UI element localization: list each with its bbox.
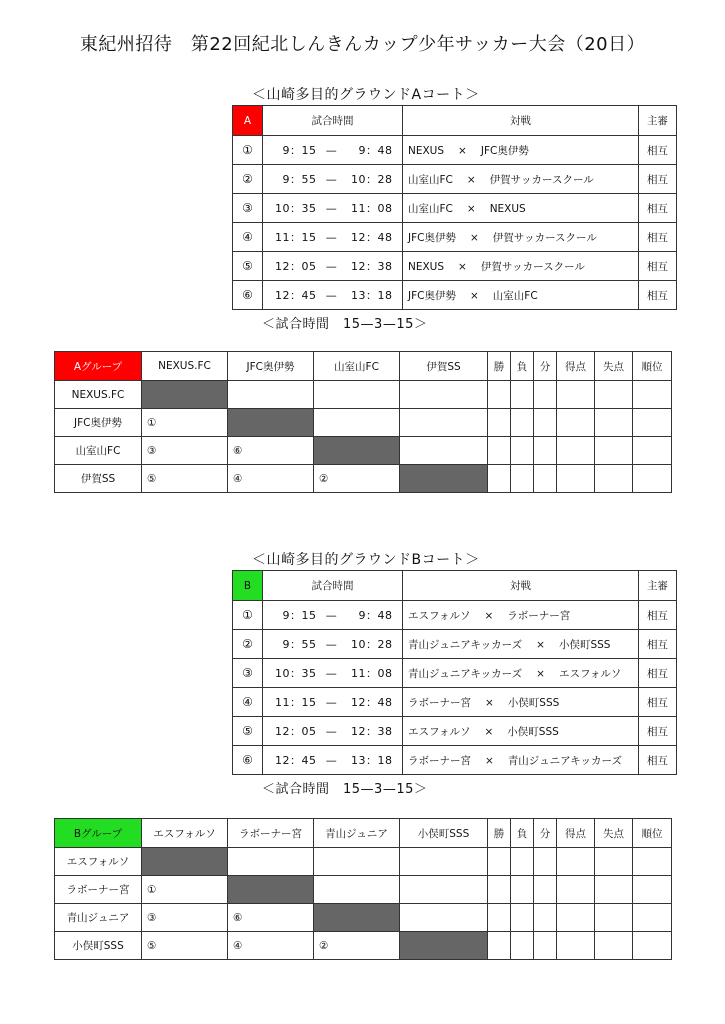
versus-mark: × <box>466 202 476 215</box>
end-time: 10：28 <box>351 173 393 186</box>
time-dash: — <box>325 231 338 244</box>
away-team: ラボーナー宮 <box>507 609 571 622</box>
matchup-cell <box>403 194 639 223</box>
end-time: 12：38 <box>351 260 393 273</box>
referee-cell: 相互 <box>639 601 677 630</box>
result-cell <box>314 848 400 876</box>
versus-mark: × <box>484 609 494 622</box>
stat-cell <box>595 409 633 437</box>
match-time-cell <box>263 223 403 252</box>
blocked-cell <box>400 465 488 493</box>
court-label-cell: B <box>233 571 263 601</box>
home-team: JFC奥伊勢 <box>408 231 456 244</box>
result-cell: ② <box>314 932 400 960</box>
stat-cell <box>557 409 595 437</box>
matchup-cell <box>403 252 639 281</box>
referee-cell: 相互 <box>639 252 677 281</box>
match-number: ① <box>233 136 263 165</box>
blocked-cell <box>142 848 228 876</box>
stat-cell <box>595 932 633 960</box>
schedule-row <box>233 746 677 775</box>
group-column-header: 得点 <box>557 352 595 381</box>
away-team: エスフォルソ <box>558 667 622 680</box>
result-cell: ⑤ <box>142 465 228 493</box>
match-time-cell <box>263 746 403 775</box>
schedule-row <box>233 136 677 165</box>
stat-cell <box>595 437 633 465</box>
matchup-cell <box>403 601 639 630</box>
home-team: 青山ジュニアキッカーズ <box>408 667 523 680</box>
group-column-header: 伊賀SS <box>400 352 488 381</box>
stat-cell <box>557 437 595 465</box>
group-team-name: 山室山FC <box>55 437 142 465</box>
group-label: Bグループ <box>55 819 142 848</box>
time-header: 試合時間 <box>263 571 403 601</box>
match-time-cell <box>263 717 403 746</box>
schedule-row <box>233 252 677 281</box>
stat-cell <box>557 932 595 960</box>
stat-cell <box>534 465 557 493</box>
schedule-row <box>233 165 677 194</box>
stat-cell <box>488 465 511 493</box>
end-time: 9：48 <box>358 144 393 157</box>
start-time: 12：05 <box>275 725 317 738</box>
group-team-name: エスフォルソ <box>55 848 142 876</box>
versus-mark: × <box>469 231 479 244</box>
match-number: ⑤ <box>233 717 263 746</box>
group-header-row <box>55 819 672 848</box>
result-cell <box>314 876 400 904</box>
stat-cell <box>633 876 672 904</box>
matchup-cell <box>403 746 639 775</box>
match-header: 対戦 <box>403 571 639 601</box>
group-column-header: 青山ジュニア <box>314 819 400 848</box>
match-time-cell <box>263 281 403 310</box>
stat-cell <box>488 409 511 437</box>
court-label-cell: A <box>233 106 263 136</box>
group-row <box>55 932 672 960</box>
result-cell: ④ <box>228 932 314 960</box>
referee-cell: 相互 <box>639 746 677 775</box>
match-time-cell <box>263 601 403 630</box>
group-b-table <box>54 818 672 960</box>
schedule-row <box>233 194 677 223</box>
schedule-row <box>233 281 677 310</box>
court-b-match-time: ＜試合時間 15—3—15＞ <box>262 782 428 797</box>
home-team: NEXUS <box>408 260 445 273</box>
group-column-header: 得点 <box>557 819 595 848</box>
group-column-header: 順位 <box>633 819 672 848</box>
stat-cell <box>595 876 633 904</box>
match-time-cell <box>263 165 403 194</box>
group-row <box>55 465 672 493</box>
result-cell <box>314 409 400 437</box>
group-header-row <box>55 352 672 381</box>
time-dash: — <box>325 260 338 273</box>
stat-cell <box>511 465 534 493</box>
referee-cell: 相互 <box>639 688 677 717</box>
home-team: 青山ジュニアキッカーズ <box>408 638 523 651</box>
stat-cell <box>488 876 511 904</box>
referee-header: 主審 <box>639 106 677 136</box>
result-cell <box>400 848 488 876</box>
versus-mark: × <box>485 754 494 767</box>
away-team: 伊賀サッカースクール <box>489 173 594 186</box>
schedule-row <box>233 630 677 659</box>
matchup-cell <box>403 717 639 746</box>
stat-cell <box>633 848 672 876</box>
group-row <box>55 381 672 409</box>
referee-cell: 相互 <box>639 281 677 310</box>
stat-cell <box>534 848 557 876</box>
referee-cell: 相互 <box>639 630 677 659</box>
group-column-header: NEXUS.FC <box>142 352 228 381</box>
group-column-header: 勝 <box>488 352 511 381</box>
time-dash: — <box>325 202 338 215</box>
stat-cell <box>633 381 672 409</box>
matchup-cell <box>403 281 639 310</box>
home-team: 山室山FC <box>408 173 453 186</box>
group-column-header: JFC奥伊勢 <box>228 352 314 381</box>
away-team: NEXUS <box>489 202 526 215</box>
end-time: 10：28 <box>351 638 393 651</box>
stat-cell <box>557 904 595 932</box>
versus-mark: × <box>485 696 494 709</box>
stat-cell <box>511 437 534 465</box>
group-column-header: 順位 <box>633 352 672 381</box>
stat-cell <box>534 437 557 465</box>
time-dash: — <box>325 667 338 680</box>
result-cell <box>314 381 400 409</box>
match-number: ④ <box>233 688 263 717</box>
stat-cell <box>633 932 672 960</box>
end-time: 12：38 <box>351 725 393 738</box>
stat-cell <box>534 876 557 904</box>
match-number: ⑥ <box>233 281 263 310</box>
stat-cell <box>488 848 511 876</box>
schedule-row <box>233 659 677 688</box>
result-cell <box>400 381 488 409</box>
result-cell: ② <box>314 465 400 493</box>
match-number: ⑤ <box>233 252 263 281</box>
time-dash: — <box>325 173 338 186</box>
referee-cell: 相互 <box>639 194 677 223</box>
versus-mark: × <box>536 638 545 651</box>
versus-mark: × <box>458 260 467 273</box>
stat-cell <box>595 904 633 932</box>
stat-cell <box>557 848 595 876</box>
group-column-header: ラボーナー宮 <box>228 819 314 848</box>
away-team: JFC奥伊勢 <box>480 144 529 157</box>
start-time: 10：35 <box>275 667 317 680</box>
stat-cell <box>511 409 534 437</box>
group-column-header: 分 <box>534 819 557 848</box>
referee-cell: 相互 <box>639 717 677 746</box>
group-team-name: NEXUS.FC <box>55 381 142 409</box>
group-column-header: 分 <box>534 352 557 381</box>
court-a-schedule-table <box>232 105 677 310</box>
match-time-cell <box>263 136 403 165</box>
group-column-header: 山室山FC <box>314 352 400 381</box>
stat-cell <box>511 848 534 876</box>
group-label: Aグループ <box>55 352 142 381</box>
home-team: 山室山FC <box>408 202 453 215</box>
match-number: ⑥ <box>233 746 263 775</box>
versus-mark: × <box>469 289 479 302</box>
away-team: 伊賀サッカースクール <box>480 260 585 273</box>
away-team: 伊賀サッカースクール <box>492 231 597 244</box>
versus-mark: × <box>458 144 467 157</box>
time-dash: — <box>325 754 338 767</box>
end-time: 13：18 <box>351 754 393 767</box>
result-cell: ① <box>142 409 228 437</box>
end-time: 9：48 <box>358 609 393 622</box>
blocked-cell <box>314 904 400 932</box>
home-team: NEXUS <box>408 144 445 157</box>
result-cell <box>228 848 314 876</box>
stat-cell <box>633 904 672 932</box>
result-cell <box>400 876 488 904</box>
stat-cell <box>488 381 511 409</box>
away-team: 小俣町SSS <box>507 725 559 738</box>
away-team: 小俣町SSS <box>558 638 611 651</box>
start-time: 9：55 <box>282 638 317 651</box>
group-team-name: 小俣町SSS <box>55 932 142 960</box>
group-column-header: エスフォルソ <box>142 819 228 848</box>
start-time: 12：05 <box>275 260 317 273</box>
group-row <box>55 848 672 876</box>
blocked-cell <box>142 381 228 409</box>
schedule-header-row <box>233 571 677 601</box>
time-dash: — <box>325 609 338 622</box>
stat-cell <box>488 437 511 465</box>
schedule-row <box>233 601 677 630</box>
stat-cell <box>557 381 595 409</box>
start-time: 12：45 <box>275 754 317 767</box>
match-number: ② <box>233 165 263 194</box>
match-number: ① <box>233 601 263 630</box>
result-cell: ⑥ <box>228 904 314 932</box>
group-column-header: 負 <box>511 819 534 848</box>
matchup-cell <box>403 630 639 659</box>
home-team: ラボーナー宮 <box>408 754 471 767</box>
group-team-name: 伊賀SS <box>55 465 142 493</box>
stat-cell <box>534 932 557 960</box>
home-team: ラボーナー宮 <box>408 696 471 709</box>
stat-cell <box>595 381 633 409</box>
stat-cell <box>534 381 557 409</box>
away-team: 小俣町SSS <box>507 696 560 709</box>
matchup-cell <box>403 688 639 717</box>
stat-cell <box>595 848 633 876</box>
group-column-header: 負 <box>511 352 534 381</box>
matchup-cell <box>403 223 639 252</box>
start-time: 11：15 <box>275 696 317 709</box>
end-time: 12：48 <box>351 231 393 244</box>
start-time: 9：55 <box>282 173 317 186</box>
stat-cell <box>511 932 534 960</box>
group-column-header: 小俣町SSS <box>400 819 488 848</box>
stat-cell <box>633 409 672 437</box>
referee-cell: 相互 <box>639 223 677 252</box>
time-dash: — <box>325 289 338 302</box>
court-b-schedule-table <box>232 570 677 775</box>
court-a-heading: ＜山崎多目的グラウンドAコート＞ <box>252 87 480 103</box>
match-time-cell <box>263 252 403 281</box>
home-team: JFC奥伊勢 <box>408 289 456 302</box>
match-number: ② <box>233 630 263 659</box>
result-cell <box>400 409 488 437</box>
stat-cell <box>511 381 534 409</box>
group-row <box>55 437 672 465</box>
stat-cell <box>534 904 557 932</box>
blocked-cell <box>228 409 314 437</box>
stat-cell <box>557 465 595 493</box>
stat-cell <box>511 876 534 904</box>
group-team-name: ラボーナー宮 <box>55 876 142 904</box>
schedule-row <box>233 223 677 252</box>
end-time: 11：08 <box>351 202 393 215</box>
blocked-cell <box>400 932 488 960</box>
group-row <box>55 904 672 932</box>
result-cell: ④ <box>228 465 314 493</box>
stat-cell <box>534 409 557 437</box>
stat-cell <box>557 876 595 904</box>
group-row <box>55 876 672 904</box>
referee-cell: 相互 <box>639 136 677 165</box>
result-cell: ③ <box>142 437 228 465</box>
group-team-name: 青山ジュニア <box>55 904 142 932</box>
blocked-cell <box>314 437 400 465</box>
home-team: エスフォルソ <box>408 609 471 622</box>
result-cell <box>400 437 488 465</box>
stat-cell <box>633 437 672 465</box>
stat-cell <box>488 932 511 960</box>
versus-mark: × <box>466 173 476 186</box>
matchup-cell <box>403 165 639 194</box>
court-b-heading: ＜山崎多目的グラウンドBコート＞ <box>252 552 480 568</box>
match-header: 対戦 <box>403 106 639 136</box>
matchup-cell <box>403 136 639 165</box>
referee-cell: 相互 <box>639 659 677 688</box>
schedule-header-row <box>233 106 677 136</box>
start-time: 11：15 <box>275 231 317 244</box>
result-cell <box>228 381 314 409</box>
start-time: 12：45 <box>275 289 317 302</box>
stat-cell <box>488 904 511 932</box>
match-time-cell <box>263 688 403 717</box>
end-time: 12：48 <box>351 696 393 709</box>
time-dash: — <box>325 144 338 157</box>
group-team-name: JFC奥伊勢 <box>55 409 142 437</box>
end-time: 13：18 <box>351 289 393 302</box>
match-time-cell <box>263 630 403 659</box>
group-a-table <box>54 351 672 493</box>
home-team: エスフォルソ <box>408 725 471 738</box>
match-time-cell <box>263 659 403 688</box>
versus-mark: × <box>536 667 545 680</box>
page-title: 東紀州招待 第22回紀北しんきんカップ少年サッカー大会（20日） <box>79 34 646 55</box>
result-cell: ⑥ <box>228 437 314 465</box>
referee-header: 主審 <box>639 571 677 601</box>
stat-cell <box>595 465 633 493</box>
group-column-header: 失点 <box>595 352 633 381</box>
end-time: 11：08 <box>351 667 393 680</box>
match-time-cell <box>263 194 403 223</box>
blocked-cell <box>228 876 314 904</box>
time-header: 試合時間 <box>263 106 403 136</box>
start-time: 9：15 <box>282 609 317 622</box>
result-cell <box>400 904 488 932</box>
away-team: 青山ジュニアキッカーズ <box>507 754 622 767</box>
match-number: ③ <box>233 194 263 223</box>
away-team: 山室山FC <box>492 289 538 302</box>
result-cell: ① <box>142 876 228 904</box>
schedule-row <box>233 717 677 746</box>
time-dash: — <box>325 638 338 651</box>
schedule-row <box>233 688 677 717</box>
result-cell: ⑤ <box>142 932 228 960</box>
result-cell: ③ <box>142 904 228 932</box>
group-column-header: 失点 <box>595 819 633 848</box>
time-dash: — <box>325 725 338 738</box>
start-time: 10：35 <box>275 202 317 215</box>
referee-cell: 相互 <box>639 165 677 194</box>
versus-mark: × <box>484 725 494 738</box>
start-time: 9：15 <box>282 144 317 157</box>
match-number: ④ <box>233 223 263 252</box>
court-a-match-time: ＜試合時間 15—3—15＞ <box>262 317 428 332</box>
group-row <box>55 409 672 437</box>
stat-cell <box>633 465 672 493</box>
match-number: ③ <box>233 659 263 688</box>
stat-cell <box>511 904 534 932</box>
matchup-cell <box>403 659 639 688</box>
group-column-header: 勝 <box>488 819 511 848</box>
time-dash: — <box>325 696 338 709</box>
